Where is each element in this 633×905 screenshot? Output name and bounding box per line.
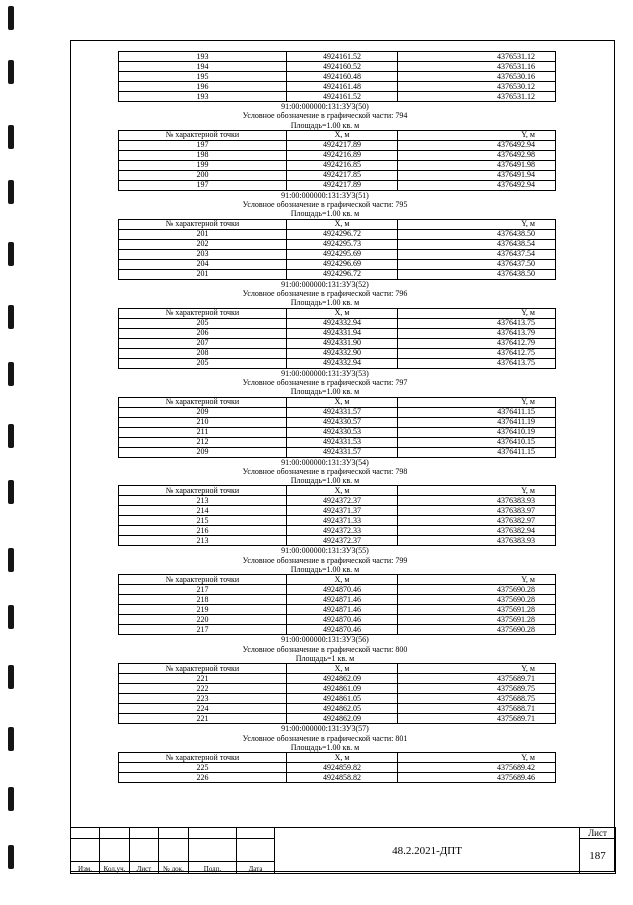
x-coordinate-cell: 4924296.72 (287, 229, 398, 239)
point-number-cell: 204 (119, 259, 287, 269)
y-coordinate-cell: 4375690.28 (398, 585, 556, 595)
table-header-row (119, 486, 556, 496)
binding-hole (8, 6, 14, 30)
y-coordinate-cell: 4376531.12 (398, 92, 556, 102)
table-row (119, 229, 556, 239)
x-coordinate-cell: 4924331.57 (287, 407, 398, 417)
x-coordinate-cell: 4924332.94 (287, 358, 398, 368)
point-number-cell: 217 (119, 585, 287, 595)
parcel-cadastral-number: 91:00:000000:131:ЗУ3(56) (281, 635, 369, 645)
coordinates-table (118, 130, 556, 191)
graphic-designation: Условное обозначение в графической части: 797 (242, 377, 408, 387)
y-coordinate-cell: Y, м (398, 308, 556, 318)
table-row (119, 615, 556, 625)
table-row (119, 407, 556, 417)
point-number-cell: № характерной точки (119, 753, 287, 763)
x-coordinate-cell: 4924295.73 (287, 239, 398, 249)
point-number-cell: 221 (119, 714, 287, 724)
y-coordinate-cell: 4376410.19 (398, 427, 556, 437)
x-coordinate-cell: 4924216.89 (287, 150, 398, 160)
x-coordinate-cell: 4924871.46 (287, 595, 398, 605)
table-row (119, 595, 556, 605)
point-number-cell: 226 (119, 773, 287, 783)
y-coordinate-cell: 4376411.19 (398, 417, 556, 427)
title-block-col-doc: № док. (159, 862, 189, 874)
y-coordinate-cell: 4376491.98 (398, 160, 556, 170)
binding-hole (8, 305, 14, 329)
x-coordinate-cell: 4924331.53 (287, 437, 398, 447)
point-number-cell: 213 (119, 536, 287, 546)
point-number-cell: № характерной точки (119, 308, 287, 318)
y-coordinate-cell: 4376491.94 (398, 170, 556, 180)
y-coordinate-cell: Y, м (398, 575, 556, 585)
parcel-cadastral-number: 91:00:000000:131:ЗУ3(52) (281, 279, 369, 289)
x-coordinate-cell: X, м (287, 219, 398, 229)
coordinates-table (118, 485, 556, 546)
parcel-cadastral-number: 91:00:000000:131:ЗУ3(50) (281, 102, 369, 111)
table-row (119, 684, 556, 694)
coordinates-table (118, 51, 556, 102)
table-header-row (119, 753, 556, 763)
coordinates-table (118, 574, 556, 635)
y-coordinate-cell: 4376383.93 (398, 536, 556, 546)
graphic-designation: Условное обозначение в графической части: 800 (242, 644, 408, 654)
table-row (119, 605, 556, 615)
title-block-col-izm: Изм. (71, 862, 100, 874)
binding-hole (8, 125, 14, 149)
x-coordinate-cell: 4924858.82 (287, 773, 398, 783)
table-row (119, 694, 556, 704)
binding-strip (6, 0, 20, 905)
table-row (119, 92, 556, 102)
y-coordinate-cell: Y, м (398, 753, 556, 763)
y-coordinate-cell: 4376410.15 (398, 437, 556, 447)
binding-hole (8, 845, 14, 869)
point-number-cell: № характерной точки (119, 219, 287, 229)
y-coordinate-cell: 4376412.79 (398, 338, 556, 348)
y-coordinate-cell: 4376438.54 (398, 239, 556, 249)
y-coordinate-cell: Y, м (398, 664, 556, 674)
y-coordinate-cell: 4376412.75 (398, 348, 556, 358)
binding-hole (8, 242, 14, 266)
table-header-row (119, 219, 556, 229)
y-coordinate-cell: 4376530.16 (398, 72, 556, 82)
title-block (70, 827, 615, 872)
binding-hole (8, 180, 14, 204)
x-coordinate-cell: X, м (287, 575, 398, 585)
x-coordinate-cell: 4924372.33 (287, 526, 398, 536)
x-coordinate-cell: X, м (287, 486, 398, 496)
x-coordinate-cell: 4924859.82 (287, 763, 398, 773)
table-row (119, 585, 556, 595)
point-number-cell: 197 (119, 180, 287, 190)
point-number-cell: 201 (119, 269, 287, 279)
table-row (119, 140, 556, 150)
y-coordinate-cell: 4376438.50 (398, 229, 556, 239)
table-row (119, 348, 556, 358)
binding-hole (8, 60, 14, 84)
point-number-cell: 223 (119, 694, 287, 704)
parcel-area: Площадь=1.00 кв. м (290, 742, 360, 752)
x-coordinate-cell: 4924217.89 (287, 140, 398, 150)
y-coordinate-cell: 4376437.50 (398, 259, 556, 269)
table-header-row (119, 664, 556, 674)
y-coordinate-cell: 4376411.15 (398, 407, 556, 417)
x-coordinate-cell: 4924160.52 (287, 62, 398, 72)
table-row (119, 338, 556, 348)
x-coordinate-cell: 4924862.05 (287, 704, 398, 714)
point-number-cell: № характерной точки (119, 397, 287, 407)
graphic-designation: Условное обозначение в графической части: 794 (242, 111, 408, 121)
y-coordinate-cell: 4375689.42 (398, 763, 556, 773)
x-coordinate-cell: 4924216.85 (287, 160, 398, 170)
binding-hole (8, 424, 14, 448)
table-row (119, 318, 556, 328)
title-block-col-data: Дата (237, 862, 275, 874)
table-row (119, 516, 556, 526)
y-coordinate-cell: 4375691.28 (398, 615, 556, 625)
binding-hole (8, 665, 14, 689)
point-number-cell: 207 (119, 338, 287, 348)
graphic-designation: Условное обозначение в графической части: 795 (242, 200, 408, 210)
y-coordinate-cell: 4375689.71 (398, 714, 556, 724)
y-coordinate-cell: 4375688.71 (398, 704, 556, 714)
table-header-row (119, 397, 556, 407)
sheet-label: Лист (580, 828, 616, 839)
table-row (119, 437, 556, 447)
x-coordinate-cell: X, м (287, 130, 398, 140)
point-number-cell: 202 (119, 239, 287, 249)
x-coordinate-cell: 4924331.90 (287, 338, 398, 348)
point-number-cell: 217 (119, 625, 287, 635)
point-number-cell: 214 (119, 506, 287, 516)
graphic-designation: Условное обозначение в графической части: 798 (242, 466, 408, 476)
graphic-designation: Условное обозначение в графической части: 801 (242, 733, 408, 743)
table-row (119, 714, 556, 724)
parcel-area: Площадь=1.00 кв. м (290, 120, 360, 130)
y-coordinate-cell: 4376531.16 (398, 62, 556, 72)
parcel-area: Площадь=1.00 кв. м (290, 298, 360, 308)
table-row (119, 180, 556, 190)
point-number-cell: 222 (119, 684, 287, 694)
x-coordinate-cell: 4924371.33 (287, 516, 398, 526)
table-row (119, 239, 556, 249)
y-coordinate-cell: 4376492.98 (398, 150, 556, 160)
parcel-cadastral-number: 91:00:000000:131:ЗУ3(53) (281, 368, 369, 378)
x-coordinate-cell: X, м (287, 397, 398, 407)
coordinates-table (118, 663, 556, 724)
table-header-row (119, 575, 556, 585)
x-coordinate-cell: 4924332.90 (287, 348, 398, 358)
x-coordinate-cell: 4924161.52 (287, 52, 398, 62)
coordinates-table (118, 397, 556, 458)
y-coordinate-cell: 4376411.15 (398, 447, 556, 457)
point-number-cell: № характерной точки (119, 130, 287, 140)
point-number-cell: 205 (119, 318, 287, 328)
binding-hole (8, 548, 14, 572)
table-row (119, 417, 556, 427)
parcel-area: Площадь=1.00 кв. м (290, 209, 360, 219)
y-coordinate-cell: 4376413.75 (398, 318, 556, 328)
point-number-cell: 221 (119, 674, 287, 684)
point-number-cell: 200 (119, 170, 287, 180)
document-code: 48.2.2021-ДПТ (275, 828, 580, 874)
x-coordinate-cell: 4924296.72 (287, 269, 398, 279)
y-coordinate-cell: 4376437.54 (398, 249, 556, 259)
point-number-cell: 197 (119, 140, 287, 150)
y-coordinate-cell: 4376382.97 (398, 516, 556, 526)
x-coordinate-cell: 4924217.85 (287, 170, 398, 180)
table-row (119, 674, 556, 684)
point-number-cell: 209 (119, 407, 287, 417)
x-coordinate-cell: 4924330.53 (287, 427, 398, 437)
table-row (119, 496, 556, 506)
x-coordinate-cell: 4924870.46 (287, 615, 398, 625)
parcel-area: Площадь=1.00 кв. м (290, 565, 360, 575)
parcel-cadastral-number: 91:00:000000:131:ЗУ3(54) (281, 457, 369, 467)
point-number-cell: 215 (119, 516, 287, 526)
y-coordinate-cell: 4375688.75 (398, 694, 556, 704)
point-number-cell: 193 (119, 52, 287, 62)
table-row (119, 150, 556, 160)
x-coordinate-cell: 4924862.09 (287, 674, 398, 684)
coordinates-table (118, 752, 556, 783)
y-coordinate-cell: 4376413.79 (398, 328, 556, 338)
x-coordinate-cell: 4924372.37 (287, 536, 398, 546)
point-number-cell: 195 (119, 72, 287, 82)
parcel-area: Площадь=1.00 кв. м (290, 476, 360, 486)
table-row (119, 536, 556, 546)
x-coordinate-cell: 4924870.46 (287, 585, 398, 595)
parcel-area: Площадь=1.00 кв. м (290, 387, 360, 397)
x-coordinate-cell: 4924161.48 (287, 82, 398, 92)
point-number-cell: 206 (119, 328, 287, 338)
table-row (119, 170, 556, 180)
title-block-col-kol-uch: Кол.уч. (100, 862, 130, 874)
table-header-row (119, 308, 556, 318)
y-coordinate-cell: 4376531.12 (398, 52, 556, 62)
x-coordinate-cell: 4924331.57 (287, 447, 398, 457)
x-coordinate-cell: 4924217.89 (287, 180, 398, 190)
y-coordinate-cell: Y, м (398, 219, 556, 229)
x-coordinate-cell: X, м (287, 753, 398, 763)
point-number-cell: № характерной точки (119, 664, 287, 674)
point-number-cell: 193 (119, 92, 287, 102)
sheet-number: 187 (580, 839, 616, 874)
point-number-cell: 208 (119, 348, 287, 358)
table-row (119, 625, 556, 635)
point-number-cell: № характерной точки (119, 486, 287, 496)
parcel-cadastral-number: 91:00:000000:131:ЗУ3(51) (281, 190, 369, 200)
title-block-col-podp: Подп. (189, 862, 237, 874)
y-coordinate-cell: 4375689.71 (398, 674, 556, 684)
y-coordinate-cell: 4376530.12 (398, 82, 556, 92)
table-row (119, 763, 556, 773)
parcel-area: Площадь=1 кв. м (295, 653, 355, 663)
x-coordinate-cell: 4924871.46 (287, 605, 398, 615)
table-row (119, 160, 556, 170)
point-number-cell: 212 (119, 437, 287, 447)
binding-hole (8, 605, 14, 629)
y-coordinate-cell: Y, м (398, 397, 556, 407)
x-coordinate-cell: 4924870.46 (287, 625, 398, 635)
table-row (119, 358, 556, 368)
y-coordinate-cell: 4375690.28 (398, 625, 556, 635)
y-coordinate-cell: 4375690.28 (398, 595, 556, 605)
point-number-cell: 224 (119, 704, 287, 714)
x-coordinate-cell: 4924332.94 (287, 318, 398, 328)
x-coordinate-cell: 4924861.09 (287, 684, 398, 694)
point-number-cell: 196 (119, 82, 287, 92)
y-coordinate-cell: 4376413.75 (398, 358, 556, 368)
point-number-cell: 209 (119, 447, 287, 457)
x-coordinate-cell: 4924295.69 (287, 249, 398, 259)
y-coordinate-cell: 4376492.94 (398, 180, 556, 190)
table-row (119, 526, 556, 536)
table-row (119, 447, 556, 457)
coordinates-table (118, 219, 556, 280)
point-number-cell: 201 (119, 229, 287, 239)
coordinates-table (118, 308, 556, 369)
x-coordinate-cell: X, м (287, 664, 398, 674)
x-coordinate-cell: 4924161.52 (287, 92, 398, 102)
y-coordinate-cell: Y, м (398, 130, 556, 140)
binding-hole (8, 480, 14, 504)
table-row (119, 52, 556, 62)
y-coordinate-cell: 4375689.75 (398, 684, 556, 694)
binding-hole (8, 787, 14, 811)
x-coordinate-cell: 4924372.37 (287, 496, 398, 506)
point-number-cell: № характерной точки (119, 575, 287, 585)
y-coordinate-cell: Y, м (398, 486, 556, 496)
table-row (119, 704, 556, 714)
table-row (119, 427, 556, 437)
table-row (119, 249, 556, 259)
point-number-cell: 213 (119, 496, 287, 506)
table-row (119, 82, 556, 92)
binding-hole (8, 727, 14, 751)
title-block-col-list: Лист (130, 862, 159, 874)
table-row (119, 773, 556, 783)
y-coordinate-cell: 4376382.94 (398, 526, 556, 536)
point-number-cell: 225 (119, 763, 287, 773)
graphic-designation: Условное обозначение в графической части: 799 (242, 555, 408, 565)
point-number-cell: 219 (119, 605, 287, 615)
table-row (119, 259, 556, 269)
y-coordinate-cell: 4375689.46 (398, 773, 556, 783)
y-coordinate-cell: 4376383.97 (398, 506, 556, 516)
point-number-cell: 211 (119, 427, 287, 437)
parcel-cadastral-number: 91:00:000000:131:ЗУ3(57) (281, 724, 369, 734)
table-row (119, 328, 556, 338)
graphic-designation: Условное обозначение в графической части: 796 (242, 289, 408, 299)
point-number-cell: 210 (119, 417, 287, 427)
x-coordinate-cell: 4924371.37 (287, 506, 398, 516)
binding-hole (8, 362, 14, 386)
y-coordinate-cell: 4376438.50 (398, 269, 556, 279)
table-row (119, 506, 556, 516)
point-number-cell: 205 (119, 358, 287, 368)
x-coordinate-cell: X, м (287, 308, 398, 318)
x-coordinate-cell: 4924330.57 (287, 417, 398, 427)
point-number-cell: 203 (119, 249, 287, 259)
y-coordinate-cell: 4375691.28 (398, 605, 556, 615)
parcel-cadastral-number: 91:00:000000:131:ЗУ3(55) (281, 546, 369, 556)
point-number-cell: 194 (119, 62, 287, 72)
point-number-cell: 216 (119, 526, 287, 536)
point-number-cell: 220 (119, 615, 287, 625)
x-coordinate-cell: 4924862.09 (287, 714, 398, 724)
x-coordinate-cell: 4924861.05 (287, 694, 398, 704)
coordinates-content (118, 51, 535, 783)
point-number-cell: 199 (119, 160, 287, 170)
x-coordinate-cell: 4924160.48 (287, 72, 398, 82)
table-row (119, 62, 556, 72)
table-header-row (119, 130, 556, 140)
table-row (119, 269, 556, 279)
x-coordinate-cell: 4924296.69 (287, 259, 398, 269)
y-coordinate-cell: 4376383.93 (398, 496, 556, 506)
table-row (119, 72, 556, 82)
point-number-cell: 198 (119, 150, 287, 160)
point-number-cell: 218 (119, 595, 287, 605)
y-coordinate-cell: 4376492.94 (398, 140, 556, 150)
x-coordinate-cell: 4924331.94 (287, 328, 398, 338)
